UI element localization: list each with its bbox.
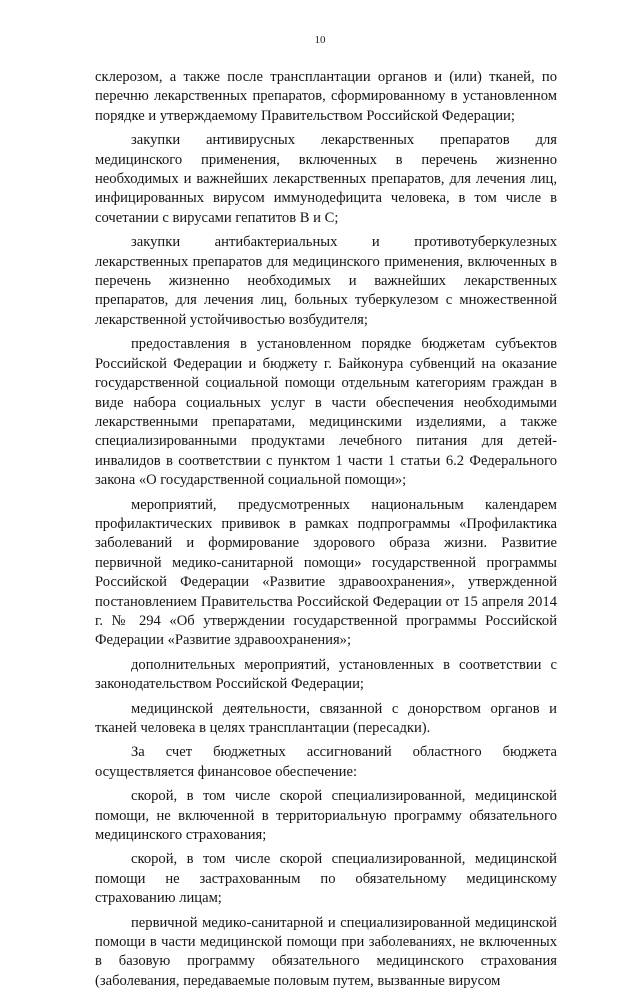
paragraph-6: дополнительных мероприятий, установленных в соответствии с законодательством Российской Федерации; — [95, 656, 557, 693]
paragraph-5: мероприятий, предусмотренных национальным календарем профилактических прививок в рамках подпрограммы «Профилактика заболеваний и формирование здорового образа жизни. Развитие первичной медико-санитарной помощи» государственной программы Российской Федерации «Развитие здравоохранения», утвержденной постановлением Правительства Российской Федерации от 15 апреля 2014 г. № 294 «Об утверждении государственной программы Российской Федерации «Развитие здравоохранения»; — [95, 496, 557, 649]
paragraph-2: закупки антивирусных лекарственных препаратов для медицинского применения, включенных в перечень жизненно необходимых и важнейших лекарственных препаратов, для лечения лиц, инфицированных вирусом иммунодефицита человека, в том числе в сочетании с вирусами гепатитов B и C; — [95, 132, 557, 226]
document-body — [95, 68, 557, 996]
paragraph-8: За счет бюджетных ассигнований областного бюджета осуществляется финансовое обеспечение: — [95, 744, 557, 780]
paragraph-1: склерозом, а также после трансплантации органов и (или) тканей, по перечню лекарственных препаратов, сформированному в установленном порядке и утверждаемому Правительством Российской Федерации; — [95, 69, 557, 124]
paragraph-4: предоставления в установленном порядке бюджетам субъектов Российской Федерации и бюджету г. Байконура субвенций на оказание государственной социальной помощи отдельным категориям граждан в виде набора социальных услуг в части обеспечения необходимыми лекарственными препаратами, медицинскими изделиями, а также специализированными продуктами лечебного питания для детей-инвалидов в соответствии с пунктом 1 части 1 статьи 6.2 Федерального закона «О государственной социальной помощи»; — [95, 336, 557, 489]
paragraph-3: закупки антибактериальных и противотуберкулезных лекарственных препаратов для медицинского применения, включенных в перечень жизненно необходимых и важнейших лекарственных препаратов, для лечения лиц, больных туберкулезом с множественной лекарственной устойчивостью возбудителя; — [95, 234, 557, 328]
paragraph-7: медицинской деятельности, связанной с донорством органов и тканей человека в целях трансплантации (пересадки). — [95, 700, 557, 736]
paragraph-10: скорой, в том числе скорой специализированной, медицинской помощи не застрахованным по обязательному медицинскому страхованию лицам; — [95, 851, 557, 907]
paragraph-11: первичной медико-санитарной и специализированной медицинской помощи в части медицинской помощи при заболеваниях, не включенных в базовую программу обязательного медицинского страхования (заболевания, передаваемые половым путем, вызванные вирусом — [95, 914, 557, 989]
paragraph-9: скорой, в том числе скорой специализированной, медицинской помощи, не включенной в территориальную программу обязательного медицинского страхования; — [95, 788, 557, 844]
page-number: 10 — [314, 34, 326, 46]
